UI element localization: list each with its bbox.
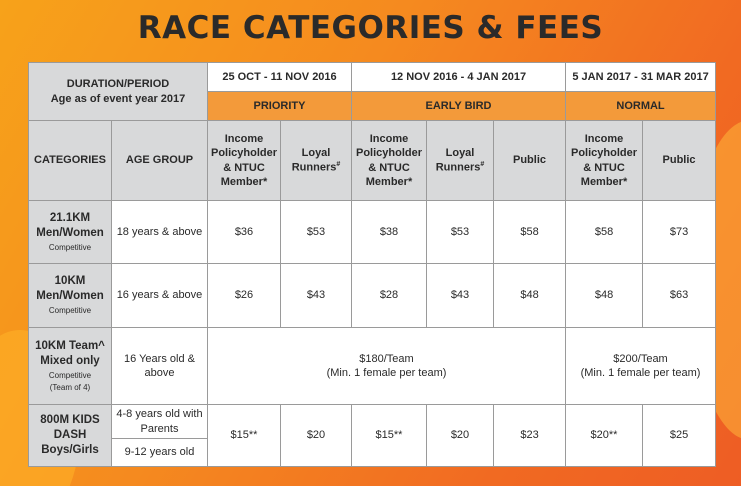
fee-cell: $73 [643, 201, 716, 264]
fee-cell: $36 [208, 201, 281, 264]
fee-cell: $58 [494, 201, 566, 264]
period-early-bird: 12 NOV 2016 - 4 JAN 2017 [352, 63, 566, 92]
page-title: RACE CATEGORIES & FEES [137, 10, 604, 46]
fee-cell: $43 [281, 264, 352, 328]
phase-early-bird: EARLY BIRD [352, 92, 566, 121]
fee-cell: $63 [643, 264, 716, 328]
team-fee-early-cell: $180/Team (Min. 1 female per team) [208, 328, 566, 405]
income-header-normal: Income Policyholder & NTUC Member* [566, 121, 643, 201]
table-row [29, 264, 716, 328]
public-header-early: Public [494, 121, 566, 201]
team-fee-normal-cell: $200/Team (Min. 1 female per team) [566, 328, 716, 405]
income-header-early: Income Policyholder & NTUC Member* [352, 121, 427, 201]
duration-header: DURATION/PERIOD Age as of event year 2017 [29, 63, 208, 121]
category-cell: 21.1KM Men/Women Competitive [29, 201, 112, 264]
table-row [29, 328, 716, 405]
fee-cell: $25 [643, 405, 716, 467]
fee-cell: $53 [427, 201, 494, 264]
age-group-cell: 4-8 years old with Parents [112, 405, 208, 439]
fee-cell: $20 [427, 405, 494, 467]
table-row [29, 201, 716, 264]
fee-cell: $28 [352, 264, 427, 328]
fee-cell: $20 [281, 405, 352, 467]
fee-cell: $15** [208, 405, 281, 467]
category-cell: 10KM Men/Women Competitive [29, 264, 112, 328]
fee-cell: $26 [208, 264, 281, 328]
public-header-normal: Public [643, 121, 716, 201]
fee-cell: $38 [352, 201, 427, 264]
period-normal: 5 JAN 2017 - 31 MAR 2017 [566, 63, 716, 92]
loyal-header-early: Loyal Runners# [427, 121, 494, 201]
phase-normal: NORMAL [566, 92, 716, 121]
fees-table [28, 62, 716, 467]
fee-cell: $15** [352, 405, 427, 467]
loyal-header-priority: Loyal Runners# [281, 121, 352, 201]
age-group-header: AGE GROUP [112, 121, 208, 201]
table-row [29, 405, 716, 439]
age-group-cell: 16 Years old & above [112, 328, 208, 405]
categories-header: CATEGORIES [29, 121, 112, 201]
fee-cell: $43 [427, 264, 494, 328]
age-group-cell: 9-12 years old [112, 439, 208, 467]
period-priority: 25 OCT - 11 NOV 2016 [208, 63, 352, 92]
phase-priority: PRIORITY [208, 92, 352, 121]
fee-cell: $58 [566, 201, 643, 264]
category-cell: 10KM Team^ Mixed only Competitive (Team of 4) [29, 328, 112, 405]
age-group-cell: 16 years & above [112, 264, 208, 328]
fee-cell: $23 [494, 405, 566, 467]
income-header-priority: Income Policyholder & NTUC Member* [208, 121, 281, 201]
fee-cell: $53 [281, 201, 352, 264]
age-group-cell: 18 years & above [112, 201, 208, 264]
fee-cell: $48 [494, 264, 566, 328]
category-cell: 800M KIDS DASH Boys/Girls [29, 405, 112, 467]
fee-cell: $48 [566, 264, 643, 328]
fee-cell: $20** [566, 405, 643, 467]
